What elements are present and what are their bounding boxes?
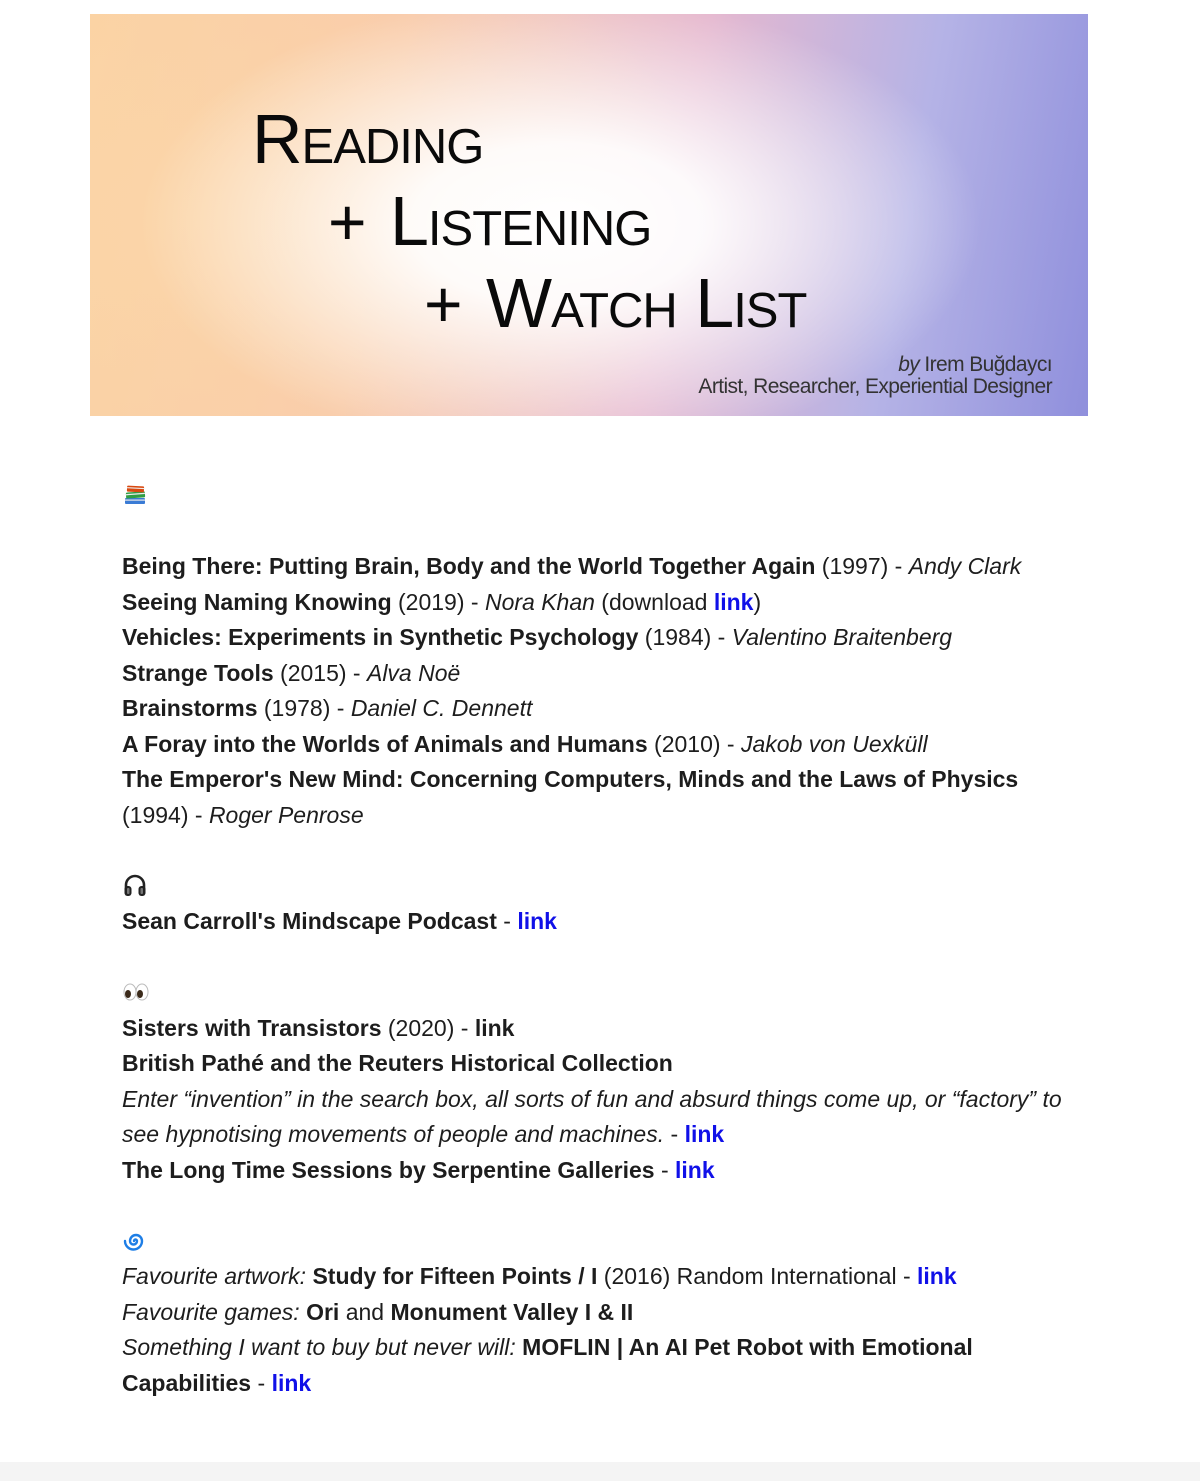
list-item: A Foray into the Worlds of Animals and Humans (2010) - Jakob von Uexküll [122,730,928,757]
list-item: Favourite artwork: Study for Fifteen Points / I (2016) Random International - link [122,1263,957,1289]
banner-title-reading: Reading [252,100,484,178]
plain-link-text: link [474,1014,515,1041]
list-item: Something I want to buy but never will: MOFLIN | An AI Pet Robot with Emotional Capabilities - link [122,1334,973,1396]
list-item: Sisters with Transistors (2020) - link [122,1014,515,1041]
list-item: Brainstorms (1978) - Daniel C. Dennett [122,695,533,721]
header-banner [90,14,1088,416]
watching-section-header [122,975,1062,1011]
banner-title-listening: + Listening [328,182,652,260]
list-item: Seeing Naming Knowing (2019) - Nora Khan (download link) [122,588,762,615]
headphones-icon [122,872,148,898]
content [122,478,1062,1401]
reading-section-header [122,478,1062,514]
list-item-note: Enter “invention” in the search box, all sorts of fun and absurd things come up, or “factory” to see hypnotising movements of people and machines. - link [122,1085,1062,1147]
byline-by: by [898,353,920,376]
byline-roles: Artist, Researcher, Experiential Designer [698,375,1052,398]
serpentine-link[interactable]: link [675,1156,715,1183]
favourites-section-header [122,1224,1062,1260]
list-item: The Emperor's New Mind: Concerning Computers, Minds and the Laws of Physics (1994) - Roger Penrose [122,766,1019,828]
list-item: Strange Tools (2015) - Alva Noë [122,659,461,686]
list-item: The Long Time Sessions by Serpentine Galleries - link [122,1156,715,1183]
plus-sign: + [328,185,366,259]
cyclone-icon [122,1228,148,1254]
podcast-link[interactable]: link [517,908,557,934]
list-item: British Pathé and the Reuters Historical Collection [122,1050,673,1076]
books-icon [122,482,148,506]
list-item: Favourite games: Ori and Monument Valley I & II [122,1298,634,1325]
plus-sign: + [424,267,462,341]
eyes-icon [122,980,150,1004]
reading-list [122,549,1062,833]
list-item: Being There: Putting Brain, Body and the World Together Again (1997) - Andy Clark [122,553,1022,579]
pathe-link[interactable]: link [684,1121,725,1147]
moflin-link[interactable]: link [271,1369,312,1396]
banner-title-watch-list: + Watch List [424,264,807,342]
banner-byline [698,354,1052,398]
byline-author: Irem Buğdaycı [919,353,1052,376]
list-item: Sean Carroll's Mindscape Podcast - link [122,908,557,934]
list-item: Vehicles: Experiments in Synthetic Psychology (1984) - Valentino Braitenberg [122,624,953,650]
download-link[interactable]: link [713,588,754,615]
listening-section-header [122,869,1062,905]
artwork-link[interactable]: link [917,1263,957,1289]
